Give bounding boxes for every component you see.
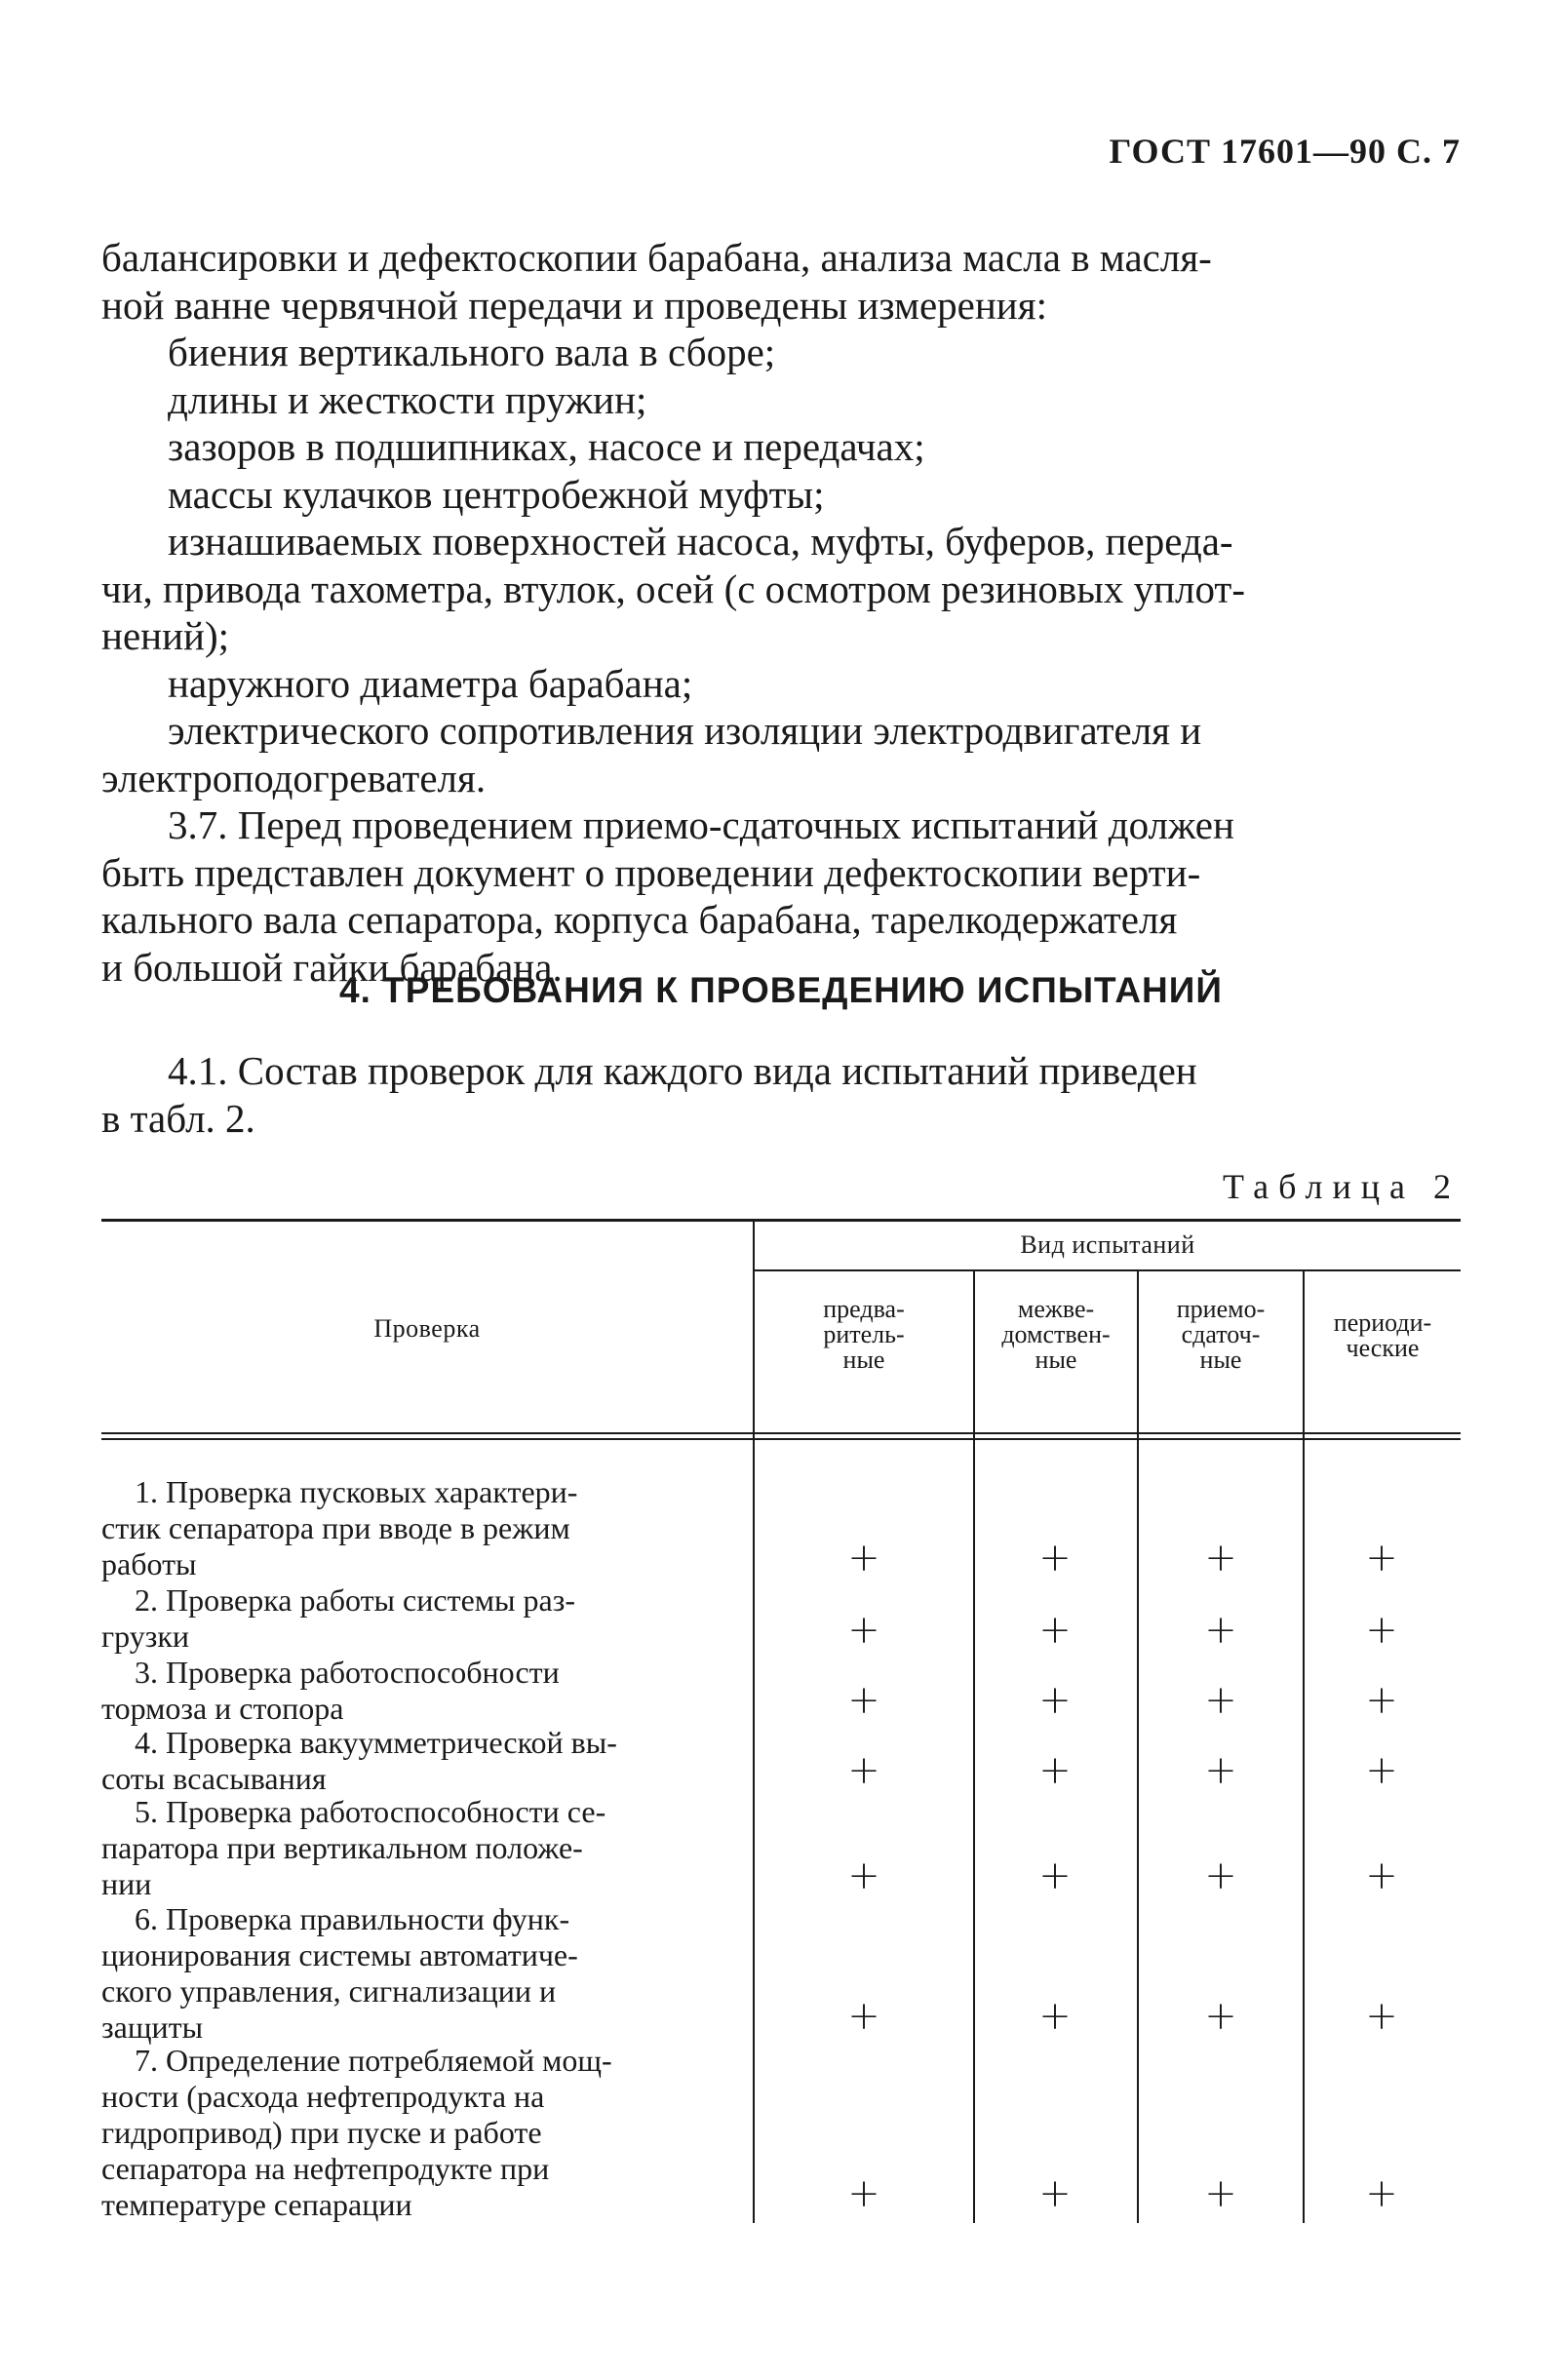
row-text-line: грузки [101, 1619, 190, 1654]
row-text-line: 4. Проверка вакуумметрической вы- [135, 1725, 617, 1760]
row-text-line: ского управления, сигнализации и [101, 1973, 557, 2009]
group-header-rule [755, 1269, 1461, 1271]
plus-mark: + [1365, 1536, 1398, 1580]
text-line: ной ванне червячной передачи и проведены измерения: [101, 282, 1047, 328]
text-line: 4.1. Состав проверок для каждого вида испытаний приведен [168, 1048, 1197, 1093]
table-row [101, 1655, 725, 1727]
text-line: электроподогревателя. [101, 755, 487, 800]
plus-mark: + [847, 1608, 880, 1653]
row-text-line: нии [101, 1866, 152, 1901]
plus-mark: + [847, 1536, 880, 1580]
row-text-line: 6. Проверка правильности функ- [135, 1901, 570, 1936]
row-text-line: 7. Определение потребляемой мощ- [135, 2043, 612, 2078]
plus-mark: + [1204, 2171, 1237, 2216]
row-text-line: ционирования системы автоматиче- [101, 1937, 578, 1972]
plus-mark: + [1038, 1853, 1072, 1898]
plus-mark: + [1204, 1536, 1237, 1580]
plus-mark: + [1038, 1748, 1072, 1793]
row-text-line: сепаратора на нефтепродукте при [101, 2151, 550, 2186]
text-line: кального вала сепаратора, корпуса барабана, тарелкодержателя [101, 897, 1178, 942]
text-line: массы кулачков центробежной муфты; [168, 471, 825, 517]
table-row [101, 1794, 725, 1902]
text-line: 3.7. Перед проведением приемо-сдаточных испытаний должен [168, 802, 1234, 847]
row-text-line: работы [101, 1546, 197, 1581]
plus-mark: + [1365, 1608, 1398, 1653]
plus-mark: + [847, 1748, 880, 1793]
plus-mark: + [847, 1678, 880, 1723]
text-line: в табл. 2. [101, 1095, 255, 1141]
plus-mark: + [1204, 1678, 1237, 1723]
text-line: наружного диаметра барабана; [168, 660, 693, 706]
header-check: Проверка [373, 1314, 481, 1343]
row-text-line: соты всасывания [101, 1761, 327, 1796]
plus-mark: + [1038, 1608, 1072, 1653]
plus-mark: + [847, 1994, 880, 2039]
text-line: быть представлен документ о проведении дефектоскопии верти- [101, 849, 1201, 895]
header-test-types: Вид испытаний [1020, 1230, 1195, 1259]
text-line: изнашиваемых поверхностей насоса, муфты, буферов, переда- [168, 519, 1233, 564]
text-line: и большой гайки барабана. [101, 944, 563, 990]
plus-mark: + [1038, 1678, 1072, 1723]
text-line: зазоров в подшипниках, насосе и передачах; [168, 424, 925, 469]
plus-mark: + [1204, 1994, 1237, 2039]
text-line: биения вертикального вала в сборе; [168, 330, 776, 374]
header-interdepartmental: межве- домствен- ные [1001, 1295, 1111, 1374]
row-text-line: 1. Проверка пусковых характери- [135, 1474, 578, 1509]
text-line: балансировки и дефектоскопии барабана, анализа масла в масля- [101, 235, 1212, 280]
row-text-line: 3. Проверка работоспособности [135, 1655, 560, 1690]
plus-mark: + [1365, 1748, 1398, 1793]
row-text-line: ности (расхода нефтепродукта на [101, 2079, 545, 2114]
plus-mark: + [1204, 1748, 1237, 1793]
plus-mark: + [1038, 1994, 1072, 2039]
paragraph-4-1 [101, 1047, 1461, 1142]
header-preliminary: предва- ритель- ные [823, 1295, 905, 1374]
row-text-line: 2. Проверка работы системы раз- [135, 1582, 576, 1618]
page-header: ГОСТ 17601—90 С. 7 [1109, 132, 1461, 171]
table-caption: Таблица 2 [1223, 1167, 1461, 1206]
plus-mark: + [1365, 1853, 1398, 1898]
header-acceptance: приемо- сдаточ- ные [1176, 1295, 1266, 1374]
row-text-line: паратора при вертикальном положе- [101, 1830, 583, 1865]
header-periodic: периоди- ческие [1333, 1308, 1432, 1362]
plus-mark: + [1365, 1994, 1398, 2039]
table-header-rule [101, 1432, 1461, 1434]
text-line: электрического сопротивления изоляции электродвигателя и [168, 708, 1202, 753]
table-row [101, 1901, 725, 2046]
text-line: чи, привода тахометра, втулок, осей (с осмотром резиновых уплот- [101, 566, 1246, 611]
section-title: 4. ТРЕБОВАНИЯ К ПРОВЕДЕНИЮ ИСПЫТАНИЙ [339, 970, 1223, 1010]
row-text-line: гидропривод) при пуске и работе [101, 2115, 542, 2150]
table-row [101, 2043, 725, 2223]
plus-mark: + [1204, 1608, 1237, 1653]
column-rule [1303, 1269, 1305, 2223]
plus-mark: + [1038, 2171, 1072, 2216]
plus-mark: + [1038, 1536, 1072, 1580]
plus-mark: + [1204, 1853, 1237, 1898]
body-text [101, 234, 1461, 991]
row-text-line: 5. Проверка работоспособности се- [135, 1794, 606, 1829]
table-header-rule [101, 1438, 1461, 1440]
row-text-line: защиты [101, 2009, 204, 2045]
plus-mark: + [847, 1853, 880, 1898]
table-row [101, 1582, 725, 1655]
table-row [101, 1725, 725, 1797]
text-line: длины и жесткости пружин; [168, 376, 647, 422]
plus-mark: + [1365, 1678, 1398, 1723]
tests-table [101, 1219, 1461, 2233]
text-line: нений); [101, 613, 230, 658]
plus-mark: + [1365, 2171, 1398, 2216]
row-text-line: температуре сепарации [101, 2187, 412, 2222]
column-rule [973, 1269, 975, 2223]
row-text-line: тормоза и стопора [101, 1691, 344, 1726]
plus-mark: + [847, 2171, 880, 2216]
table-top-rule [101, 1219, 1461, 1222]
column-rule [1137, 1269, 1139, 2223]
table-row [101, 1474, 725, 1582]
row-text-line: стик сепаратора при вводе в режим [101, 1510, 570, 1545]
